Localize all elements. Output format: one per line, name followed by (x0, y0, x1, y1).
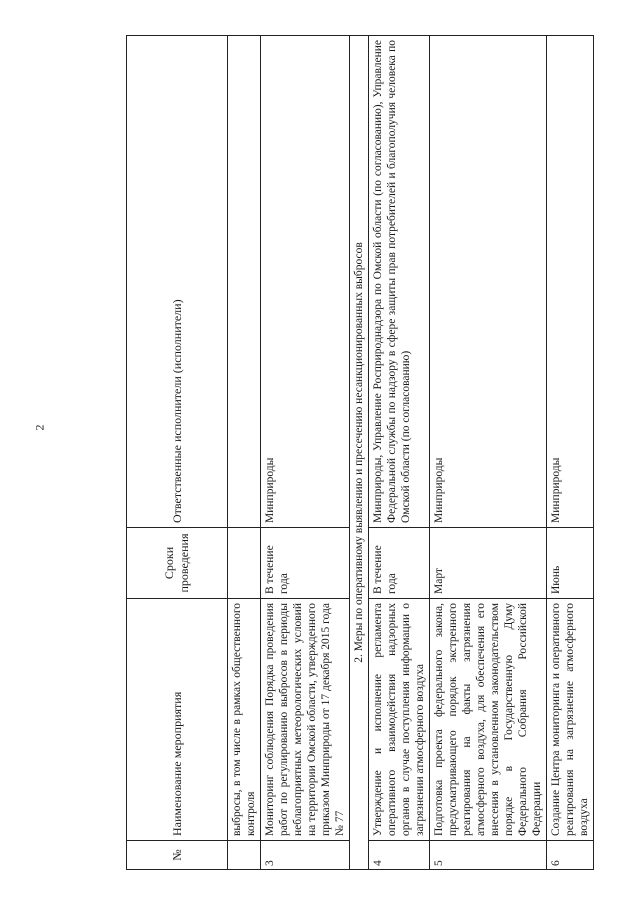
row-term: Июнь (547, 528, 594, 599)
row-num: 5 (430, 841, 547, 870)
header-name: Наименование мероприятия (127, 599, 228, 841)
row-term: В течение года (369, 528, 430, 599)
row-name: Создание Центра мониторинга и оперативного реагирования на загрязнение атмосферного воздуха (547, 599, 594, 841)
row-term: В течение года (261, 528, 350, 599)
header-term: Сроки проведения (127, 528, 228, 599)
table-row (547, 36, 594, 870)
row-resp: Минприроды (547, 36, 594, 528)
row-name: выбросы, в том числе в рамках общественного контроля (228, 599, 261, 841)
row-num (228, 841, 261, 870)
row-num: 6 (547, 841, 594, 870)
row-resp: Минприроды (430, 36, 547, 528)
row-term: Март (430, 528, 547, 599)
measures-table (126, 35, 594, 870)
header-num: № (127, 841, 228, 870)
table-row-continued (228, 36, 261, 870)
row-resp: Минприроды (261, 36, 350, 528)
header-resp: Ответственные исполнители (исполнители) (127, 36, 228, 528)
table-row (369, 36, 430, 870)
row-resp (228, 36, 261, 528)
row-name: Мониторинг соблюдения Порядка проведения работ по регулированию выбросов в периоды неблагоприятных метеорологических условий на территории Омской области, утвержденного приказом Минприроды от 17 декабря 2015 года № 77 (261, 599, 350, 841)
table-row (261, 36, 350, 870)
table-header-row (127, 36, 228, 870)
row-resp: Минприроды, Управление Росприроднадзора по Омской области (по согласованию), Управление Федеральной службы по надзору в сфере защиты прав потребителей и благополучия человека по Омской области (по согласованию) (369, 36, 430, 528)
page-number: 2 (32, 424, 47, 431)
row-num: 4 (369, 841, 430, 870)
row-num: 3 (261, 841, 350, 870)
section-row (350, 36, 369, 870)
table-row (430, 36, 547, 870)
row-name: Подготовка проекта федерального закона, предусматривающего порядок экстренного реагирования на факты загрязнения атмосферного воздуха, для обеспечения его внесения в установленном законодательством порядке в Государственную Думу Федерального Собрания Российской Федерации (430, 599, 547, 841)
row-term (228, 528, 261, 599)
section-title: 2. Меры по оперативному выявлению и пресечению несанкционированных выбросов (350, 36, 369, 870)
row-name: Утверждение и исполнение регламента оперативного взаимодействия надзорных органов в случае поступления информации о загрязнении атмосферного воздуха (369, 599, 430, 841)
document-table-rotated (126, 35, 599, 870)
